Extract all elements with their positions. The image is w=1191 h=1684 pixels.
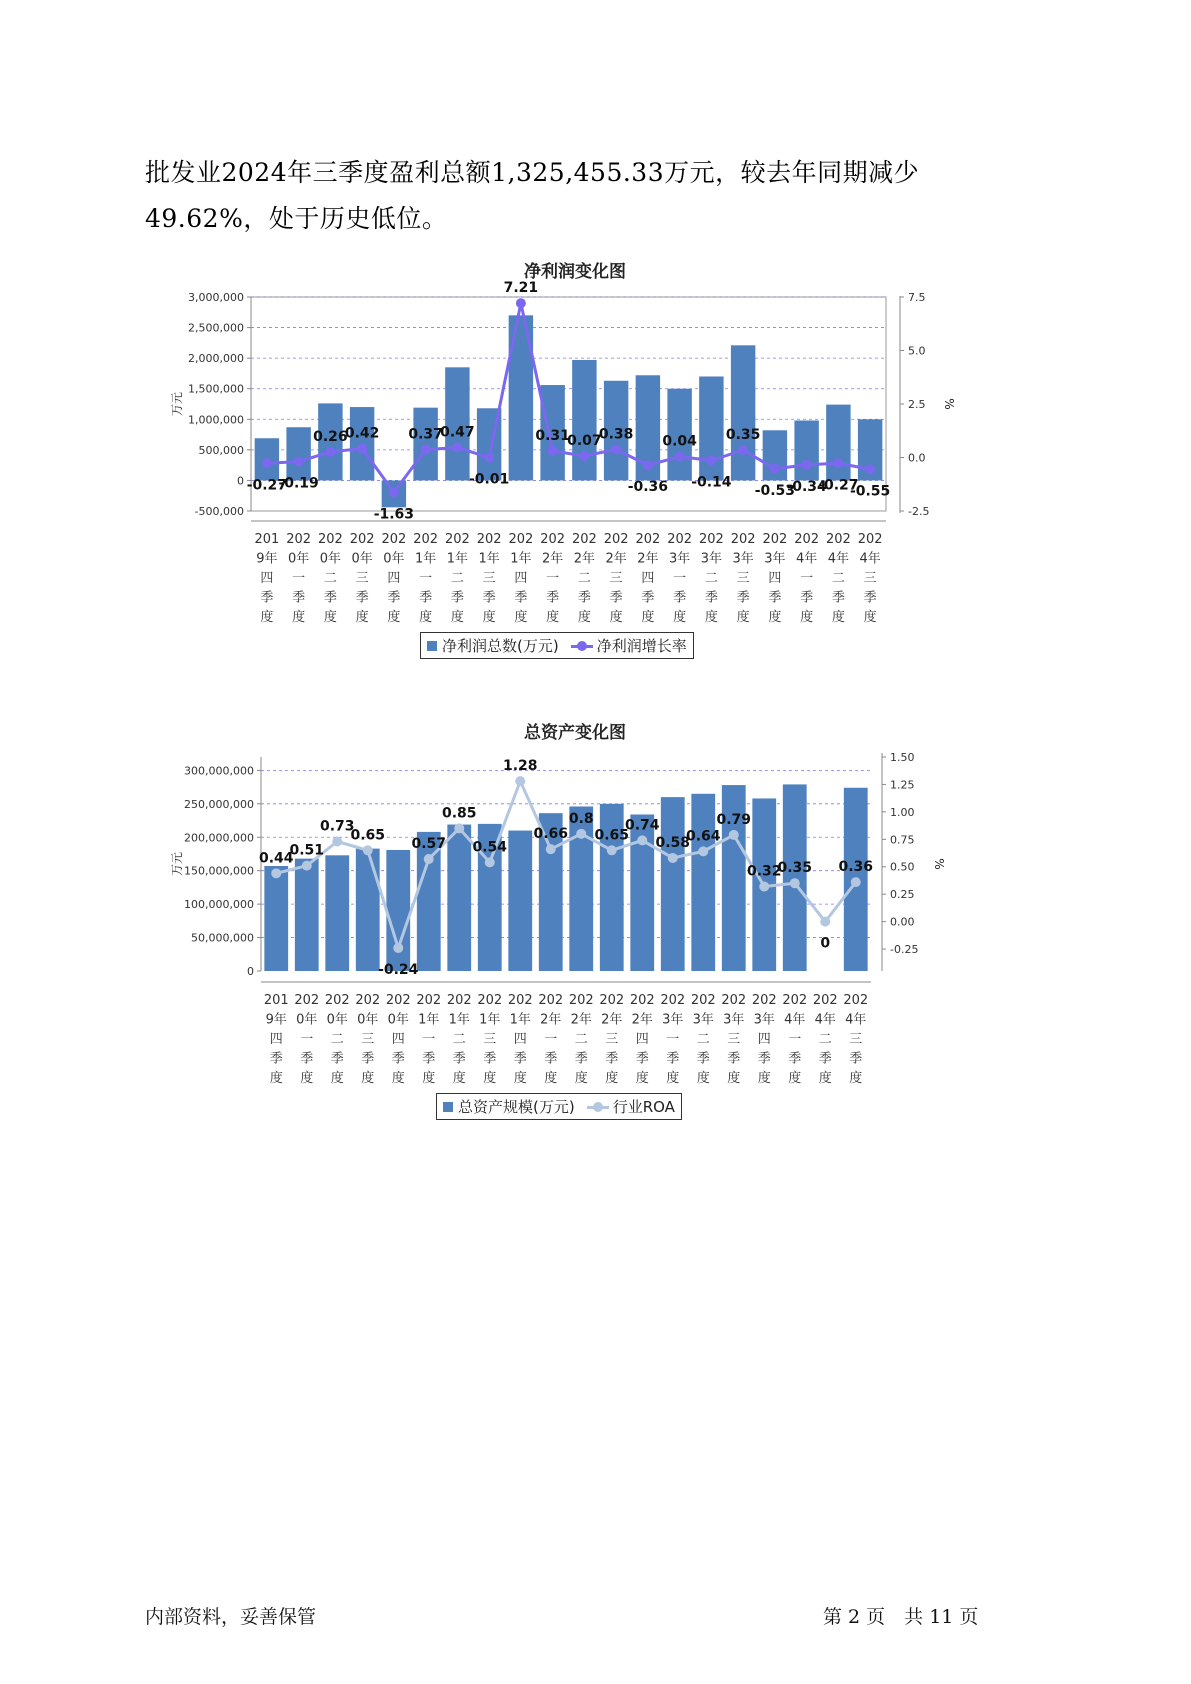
bar	[508, 831, 532, 971]
line-point	[271, 868, 281, 878]
x-tick-label: 202 1年一季度	[413, 532, 439, 625]
line-point	[675, 452, 685, 462]
line-point	[548, 446, 558, 456]
line-point	[668, 853, 678, 863]
line-point	[851, 877, 861, 887]
x-tick-label: 201 9年四季度	[254, 532, 280, 625]
y-tick-label-left: 150,000,000	[184, 864, 254, 878]
x-tick-label: 202 2年三季度	[603, 532, 629, 625]
bar	[447, 825, 471, 971]
data-label: 0.31	[535, 427, 570, 444]
bar	[794, 421, 818, 481]
data-label: -0.24	[378, 961, 419, 978]
legend-item-line: 行业ROA	[612, 1098, 675, 1116]
y-tick-label-left: 1,000,000	[188, 413, 244, 427]
x-tick-label: 202 2年一季度	[538, 993, 564, 1086]
data-label: 0.58	[655, 834, 691, 851]
x-tick-label: 202 1年一季度	[416, 993, 442, 1086]
y-tick-label-left: 100,000,000	[184, 898, 254, 912]
summary-paragraph: 批发业2024年三季度盈利总额1,325,455.33万元，较去年同期减少49.62%，处于历史低位。	[145, 158, 920, 233]
line-point	[515, 776, 525, 786]
x-tick-label: 202 1年三季度	[476, 532, 502, 625]
data-label: -0.19	[278, 475, 319, 492]
data-label: -0.27	[818, 477, 859, 494]
y-tick-label-left: 50,000,000	[191, 931, 254, 945]
x-tick-label: 202 1年二季度	[446, 993, 472, 1086]
bar	[691, 794, 715, 971]
footer-page-number: 第 2 页 共 11 页	[823, 1606, 979, 1628]
data-label: 0.04	[662, 433, 697, 450]
line-point	[546, 844, 556, 854]
y-tick-label-right: 1.50	[890, 751, 915, 764]
legend-line-swatch	[587, 1102, 609, 1112]
bar	[356, 849, 380, 971]
x-tick-label: 202 4年二季度	[812, 993, 838, 1086]
net-profit-chart-svg	[170, 280, 975, 663]
data-label: 0.44	[258, 850, 294, 867]
x-tick-label: 202 4年一季度	[794, 532, 820, 625]
line-point	[484, 453, 494, 463]
x-tick-label: 202 3年三季度	[730, 532, 756, 625]
data-label: 0.32	[746, 863, 782, 880]
line-point	[759, 881, 769, 891]
data-label: 0.65	[350, 827, 386, 844]
y-tick-label-left: 200,000,000	[184, 831, 254, 845]
x-tick-label: 202 2年三季度	[599, 993, 625, 1086]
data-label: 0.65	[594, 827, 630, 844]
line-point	[865, 464, 875, 474]
net-profit-chart	[170, 255, 975, 675]
line-point	[452, 442, 462, 452]
legend-item-bar: 总资产规模(万元)	[458, 1098, 575, 1116]
data-label: 0.74	[624, 817, 660, 834]
data-label: 0.07	[567, 433, 602, 450]
line-point	[332, 837, 342, 847]
chart-legend	[420, 632, 694, 659]
x-tick-label: 202 2年二季度	[571, 532, 597, 625]
y-tick-label-right: 1.00	[890, 805, 915, 819]
line-point	[802, 460, 812, 470]
y-tick-label-right: 0.75	[890, 833, 915, 847]
data-label: -1.63	[373, 506, 415, 523]
line-point	[637, 835, 647, 845]
data-label: 0.35	[725, 427, 761, 444]
y-axis-title-left: 万元	[170, 851, 184, 877]
line-point	[833, 458, 843, 468]
line-point	[357, 444, 367, 454]
bar	[661, 797, 685, 971]
data-label: -0.53	[754, 482, 796, 499]
bar	[295, 859, 319, 971]
y-tick-label-right: 0.50	[890, 860, 915, 874]
x-tick-label: 202 2年四季度	[635, 532, 661, 625]
legend-item-bar: 净利润总数(万元)	[442, 637, 559, 655]
x-tick-label: 202 3年二季度	[690, 993, 716, 1086]
line-point	[325, 447, 335, 457]
total-assets-chart-svg	[170, 743, 975, 1123]
line-point	[424, 854, 434, 864]
y-tick-label-left: 2,000,000	[188, 352, 244, 366]
bar	[731, 345, 755, 480]
y-tick-label-left: 300,000,000	[184, 764, 254, 778]
data-label: 1.28	[502, 758, 538, 775]
line-point	[294, 457, 304, 467]
y-tick-label-right: 1.25	[890, 778, 915, 792]
x-tick-label: 202 3年二季度	[698, 532, 724, 625]
chart-title: 净利润变化图	[524, 262, 626, 282]
data-label: -0.27	[246, 477, 288, 494]
y-tick-label-left: 3,000,000	[188, 291, 244, 304]
chart-title: 总资产变化图	[524, 723, 626, 743]
line-point	[454, 823, 464, 833]
line-point	[611, 444, 621, 454]
data-label: -0.55	[849, 483, 891, 500]
legend-item-line: 净利润增长率	[596, 637, 687, 655]
data-label: 0.85	[441, 805, 477, 822]
x-tick-label: 202 0年三季度	[349, 532, 375, 625]
data-label: -0.34	[786, 478, 827, 495]
y-tick-label-right: 5.0	[908, 344, 926, 358]
bar	[572, 360, 596, 480]
x-tick-label: 201 9年四季度	[263, 993, 289, 1086]
data-label: 0.64	[685, 828, 721, 845]
bar	[264, 866, 288, 971]
chart-legend	[436, 1093, 682, 1120]
legend-bar-swatch	[443, 1102, 453, 1112]
x-tick-label: 202 0年一季度	[286, 532, 312, 625]
x-tick-label: 202 1年四季度	[507, 993, 533, 1086]
data-label: 0.26	[313, 428, 348, 445]
data-label: 0.51	[289, 842, 325, 859]
x-tick-label: 202 1年三季度	[477, 993, 503, 1086]
bar	[826, 405, 850, 481]
y-tick-label-left: 500,000	[198, 443, 244, 457]
bar	[413, 408, 437, 481]
line-point	[738, 445, 748, 455]
line-point	[485, 857, 495, 867]
x-tick-label: 202 0年三季度	[355, 993, 381, 1086]
bar	[325, 855, 349, 971]
data-label: 0.79	[716, 811, 752, 828]
line-point	[389, 487, 399, 497]
data-label: 0	[820, 935, 831, 952]
x-tick-label: 202 1年四季度	[508, 532, 534, 625]
data-label: 7.21	[503, 280, 539, 297]
line-point	[643, 460, 653, 470]
data-label: 0.37	[408, 426, 443, 443]
data-label: 0.42	[344, 425, 380, 442]
line-point	[790, 878, 800, 888]
x-tick-label: 202 0年一季度	[294, 993, 320, 1086]
line-point	[363, 845, 373, 855]
y-tick-label-left: 0	[247, 965, 254, 978]
data-label: 0.38	[598, 426, 634, 443]
x-tick-label: 202 4年二季度	[825, 532, 851, 625]
x-tick-label: 202 3年四季度	[762, 532, 788, 625]
x-tick-label: 202 4年三季度	[843, 993, 869, 1086]
x-tick-label: 202 4年一季度	[782, 993, 808, 1086]
y-tick-label-left: 250,000,000	[184, 797, 254, 811]
line-point	[262, 458, 272, 468]
x-tick-label: 202 3年四季度	[751, 993, 777, 1086]
x-tick-label: 202 3年一季度	[660, 993, 686, 1086]
data-label: -0.36	[627, 479, 669, 496]
data-label: 0.47	[440, 424, 475, 441]
footer-left: 内部资料，妥善保管	[145, 1606, 317, 1628]
x-tick-label: 202 3年一季度	[667, 532, 693, 625]
y-tick-label-left: 1,500,000	[188, 382, 244, 396]
y-axis-title-right: %	[942, 398, 956, 410]
line-point	[302, 861, 312, 871]
data-label: -0.01	[468, 471, 510, 488]
data-label: -0.14	[691, 474, 732, 491]
data-label: 0.73	[319, 818, 355, 835]
line-point	[516, 298, 526, 308]
y-tick-label-left: -500,000	[194, 505, 244, 518]
line-point	[576, 829, 586, 839]
line-point	[579, 451, 589, 461]
x-tick-label: 202 0年二季度	[324, 993, 350, 1086]
legend-bar-swatch	[427, 641, 437, 651]
y-tick-label-right: 0.00	[890, 915, 915, 929]
y-axis-title-right: %	[932, 858, 946, 870]
x-tick-label: 202 0年四季度	[385, 993, 411, 1086]
total-assets-chart	[170, 715, 975, 1135]
bar	[783, 784, 807, 971]
x-tick-label: 202 3年三季度	[721, 993, 747, 1086]
line-point	[421, 445, 431, 455]
data-label: 0.66	[533, 826, 569, 843]
data-label: 0.54	[472, 839, 508, 856]
data-label: 0.35	[777, 860, 813, 877]
y-tick-label-left: 2,500,000	[188, 321, 244, 335]
x-tick-label: 202 2年四季度	[629, 993, 655, 1086]
bar	[286, 427, 310, 480]
y-tick-label-right: -0.25	[890, 943, 919, 957]
y-tick-label-right: 0.25	[890, 888, 915, 902]
x-tick-label: 202 0年二季度	[317, 532, 343, 625]
line-point	[729, 830, 739, 840]
line-point	[770, 464, 780, 474]
x-tick-label: 202 2年一季度	[540, 532, 566, 625]
y-tick-label-right: 2.5	[908, 398, 926, 411]
data-label: 0.36	[838, 859, 874, 876]
x-tick-label: 202 0年四季度	[381, 532, 407, 625]
x-tick-label: 202 1年二季度	[444, 532, 470, 625]
y-tick-label-left: 0	[237, 474, 244, 488]
data-label: 0.8	[568, 810, 594, 827]
y-tick-label-right: -2.5	[908, 505, 930, 518]
legend-line-swatch	[571, 641, 593, 651]
x-tick-label: 202 2年二季度	[568, 993, 594, 1086]
line-point	[607, 845, 617, 855]
line-point	[820, 917, 830, 927]
line-point	[706, 455, 716, 465]
data-label: 0.57	[411, 836, 447, 853]
line-point	[698, 846, 708, 856]
line-point	[393, 943, 403, 953]
y-tick-label-right: 0.0	[908, 451, 926, 465]
y-axis-title-left: 万元	[170, 391, 184, 417]
x-tick-label: 202 4年三季度	[857, 532, 883, 625]
y-tick-label-right: 7.5	[908, 291, 926, 304]
